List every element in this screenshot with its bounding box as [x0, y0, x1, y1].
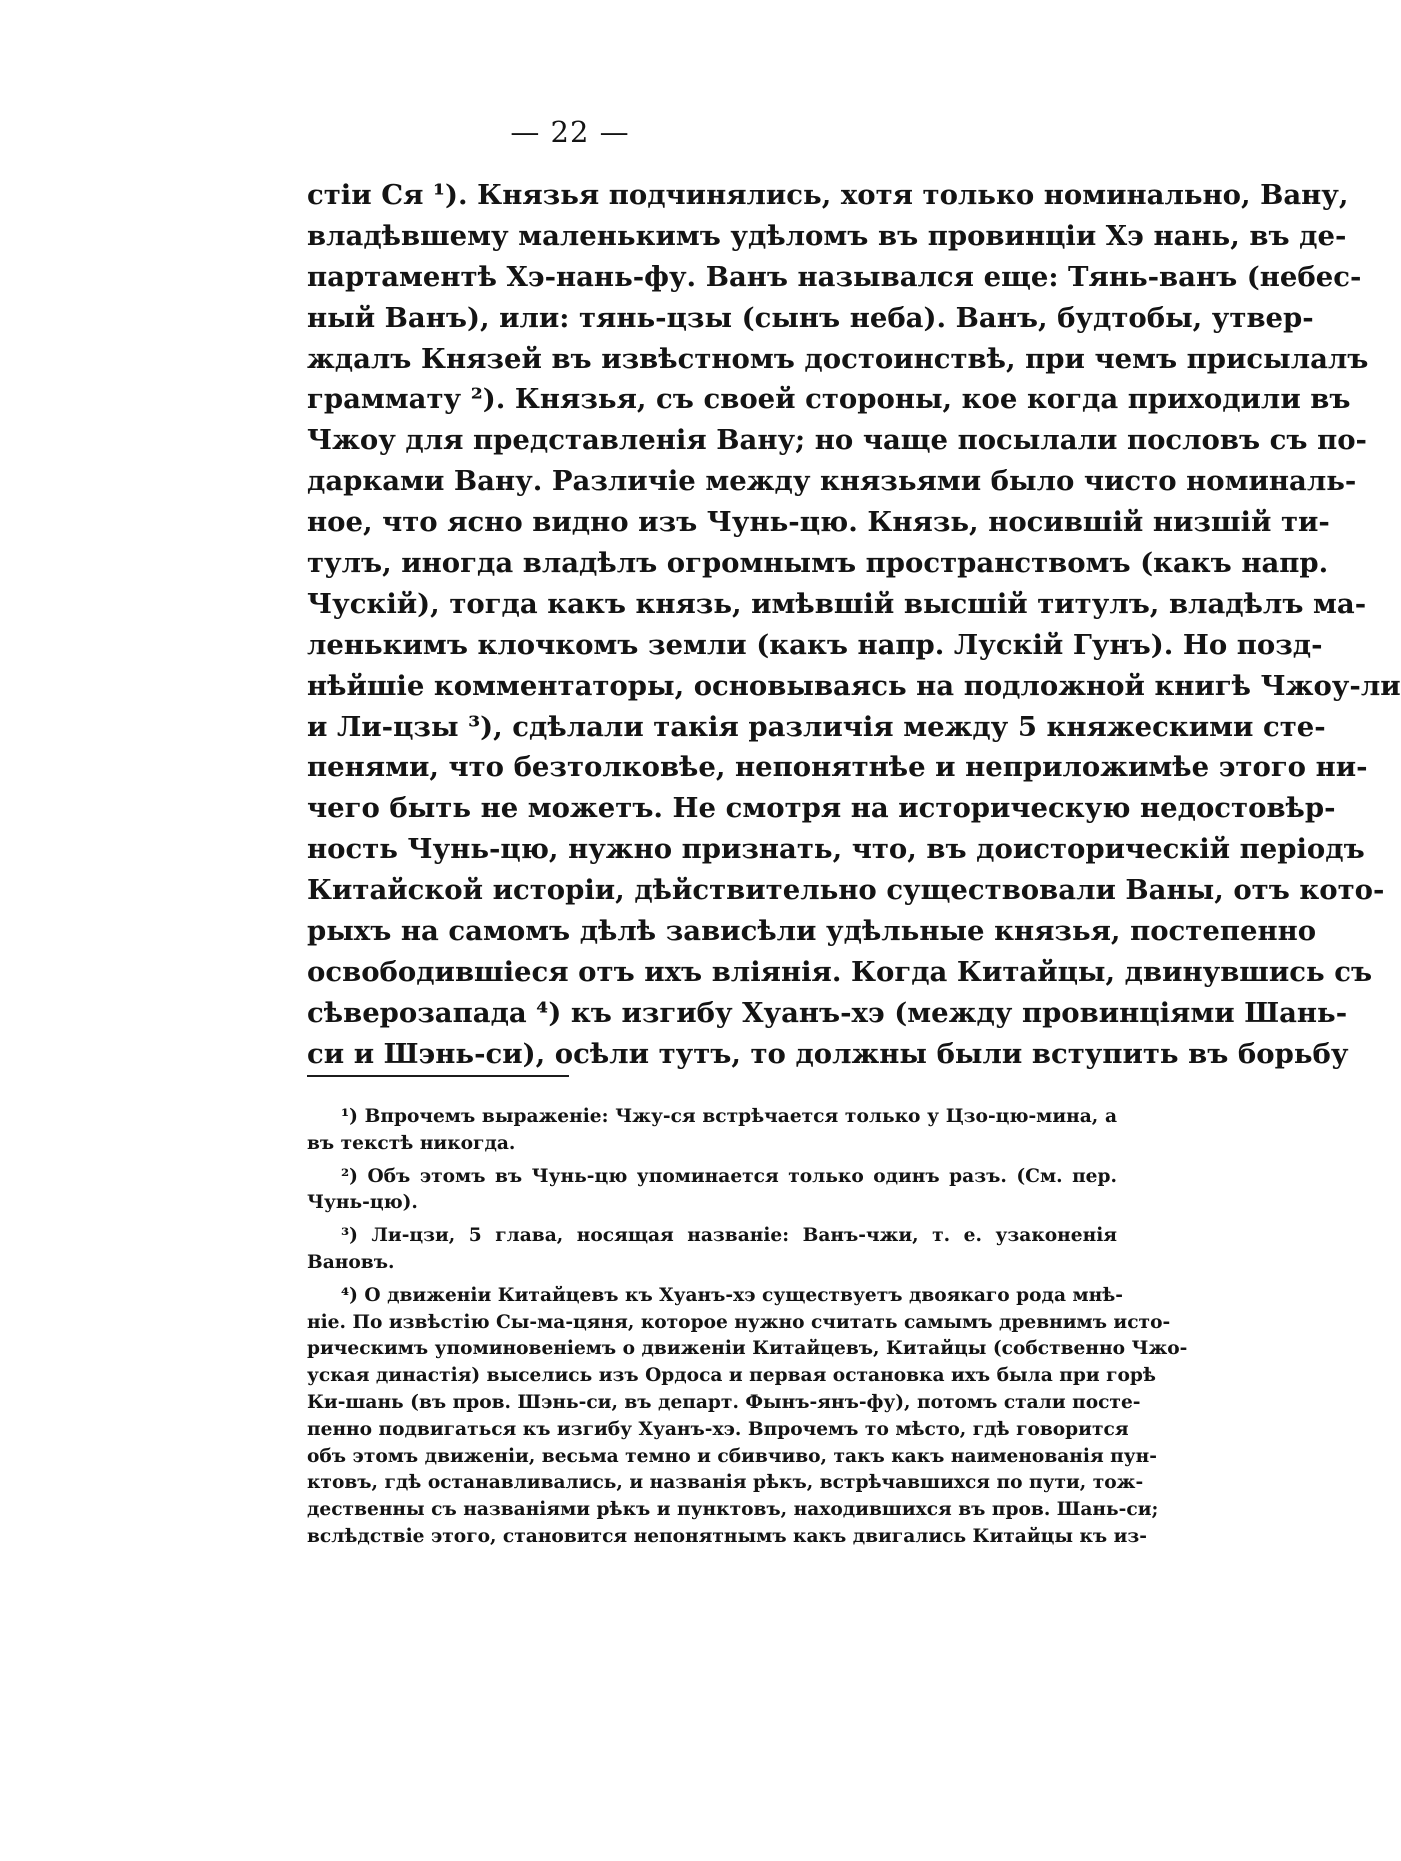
text-line: ный Ванъ), или: тянь-цзы (сынъ неба). Ванъ, будтобы, утвер-: [307, 301, 1314, 334]
text-line: и Ли-цзы ³), сдѣлали такія различія между 5 княжескими сте-: [307, 710, 1326, 743]
text-line: рыхъ на самомъ дѣлѣ зависѣли удѣльные князья, постепенно: [307, 915, 1317, 948]
footnote-line: ⁴) О движеніи Китайцевъ къ Хуанъ-хэ существуетъ двоякаго рода мнѣ-: [341, 1284, 1124, 1306]
text-line: стіи Ся ¹). Князья подчинялись, хотя только номинально, Вану,: [307, 179, 1349, 211]
footnote-4: [307, 1283, 1188, 1551]
text-line: граммату ²). Князья, съ своей стороны, кое когда приходили въ: [307, 383, 1351, 416]
footnote-line: пенно подвигаться къ изгибу Хуанъ-хэ. Впрочемъ то мѣсто, гдѣ говорится: [307, 1418, 1129, 1440]
footnote-line: ³) Ли-цзи, 5 глава, носящая названіе: Ванъ-чжи, т. е. узаконенія: [341, 1225, 1117, 1247]
text-line: ленькимъ клочкомъ земли (какъ напр. Лускій Гунъ). Но позд-: [307, 628, 1323, 661]
text-line: ное, что ясно видно изъ Чунь-цю. Князь, носившій низшій ти-: [307, 506, 1330, 539]
footnote-line: Вановъ.: [307, 1251, 395, 1273]
footnotes-block: [307, 1104, 1188, 1551]
footnote-line: рическимъ упоминовеніемъ о движеніи Китайцевъ, Китайцы (собственно Чжо-: [307, 1338, 1188, 1360]
text-line: сѣверозапада ⁴) къ изгибу Хуанъ-хэ (между провинціями Шань-: [307, 996, 1348, 1029]
text-line: си и Шэнь-си), осѣли тутъ, то должны были вступить въ борьбу: [307, 1037, 1349, 1070]
text-line: партаментѣ Хэ-нань-фу. Ванъ назывался еще: Тянь-ванъ (небес-: [307, 260, 1362, 293]
footnote-line: въ текстѣ никогда.: [307, 1132, 516, 1154]
text-line: Чускій), тогда какъ князь, имѣвшій высшій титулъ, владѣлъ ма-: [307, 587, 1367, 620]
text-line: Китайской исторіи, дѣйствительно существовали Ваны, отъ кото-: [307, 874, 1385, 907]
footnote-3: [307, 1223, 1117, 1277]
footnote-line: ктовъ, гдѣ останавливались, и названія рѣкъ, встрѣчавшихся по пути, тож-: [307, 1472, 1144, 1494]
text-line: пенями, что безтолковѣе, непонятнѣе и неприложимѣе этого ни-: [307, 751, 1368, 784]
page-number: — 22 —: [510, 115, 630, 149]
text-line: тулъ, иногда владѣлъ огромнымъ пространствомъ (какъ напр.: [307, 547, 1329, 580]
text-line: освободившіеся отъ ихъ вліянія. Когда Китайцы, двинувшись съ: [307, 955, 1373, 988]
footnote-line: уская династія) выселись изъ Ордоса и первая остановка ихъ была при горѣ: [307, 1365, 1157, 1387]
footnote-separator: [307, 1075, 569, 1077]
footnote-1: [307, 1104, 1117, 1158]
text-line: ность Чунь-цю, нужно признать, что, въ доисторическій періодъ: [307, 833, 1365, 866]
footnote-line: ¹) Впрочемъ выраженіе: Чжу-ся встрѣчается только у Цзо-цю-мина, а: [341, 1106, 1117, 1127]
text-line: дарками Вану. Различіе между князьями было чисто номиналь-: [307, 465, 1357, 498]
text-line: чего быть не можетъ. Не смотря на историческую недостовѣр-: [307, 792, 1336, 825]
text-line: нѣйшіе комментаторы, основываясь на подложной книгѣ Чжоу-ли: [307, 669, 1401, 702]
footnote-line: ніе. По извѣстію Сы-ма-цяня, которое нужно считать самымъ древнимъ исто-: [307, 1311, 1171, 1333]
footnote-line: объ этомъ движеніи, весьма темно и сбивчиво, такъ какъ наименованія пун-: [307, 1445, 1158, 1467]
footnote-2: [307, 1164, 1117, 1218]
footnote-line: Чунь-цю).: [307, 1192, 418, 1214]
footnote-line: вслѣдствіе этого, становится непонятнымъ какъ двигались Китайцы къ из-: [307, 1525, 1148, 1547]
text-line: владѣвшему маленькимъ удѣломъ въ провинціи Хэ нань, въ де-: [307, 219, 1347, 252]
text-line: ждалъ Князей въ извѣстномъ достоинствѣ, при чемъ присылалъ: [307, 342, 1369, 375]
footnote-line: ²) Объ этомъ въ Чунь-цю упоминается только одинъ разъ. (См. пер.: [341, 1165, 1117, 1187]
main-text-block: [307, 175, 1401, 1075]
footnote-line: дественны съ названіями рѣкъ и пунктовъ, находившихся въ пров. Шань-си;: [307, 1499, 1159, 1521]
footnote-line: Ки-шань (въ пров. Шэнь-си, въ департ. Фынъ-янъ-фу), потомъ стали посте-: [307, 1391, 1141, 1413]
text-line: Чжоу для представленія Вану; но чаще посылали пословъ съ по-: [307, 424, 1367, 457]
